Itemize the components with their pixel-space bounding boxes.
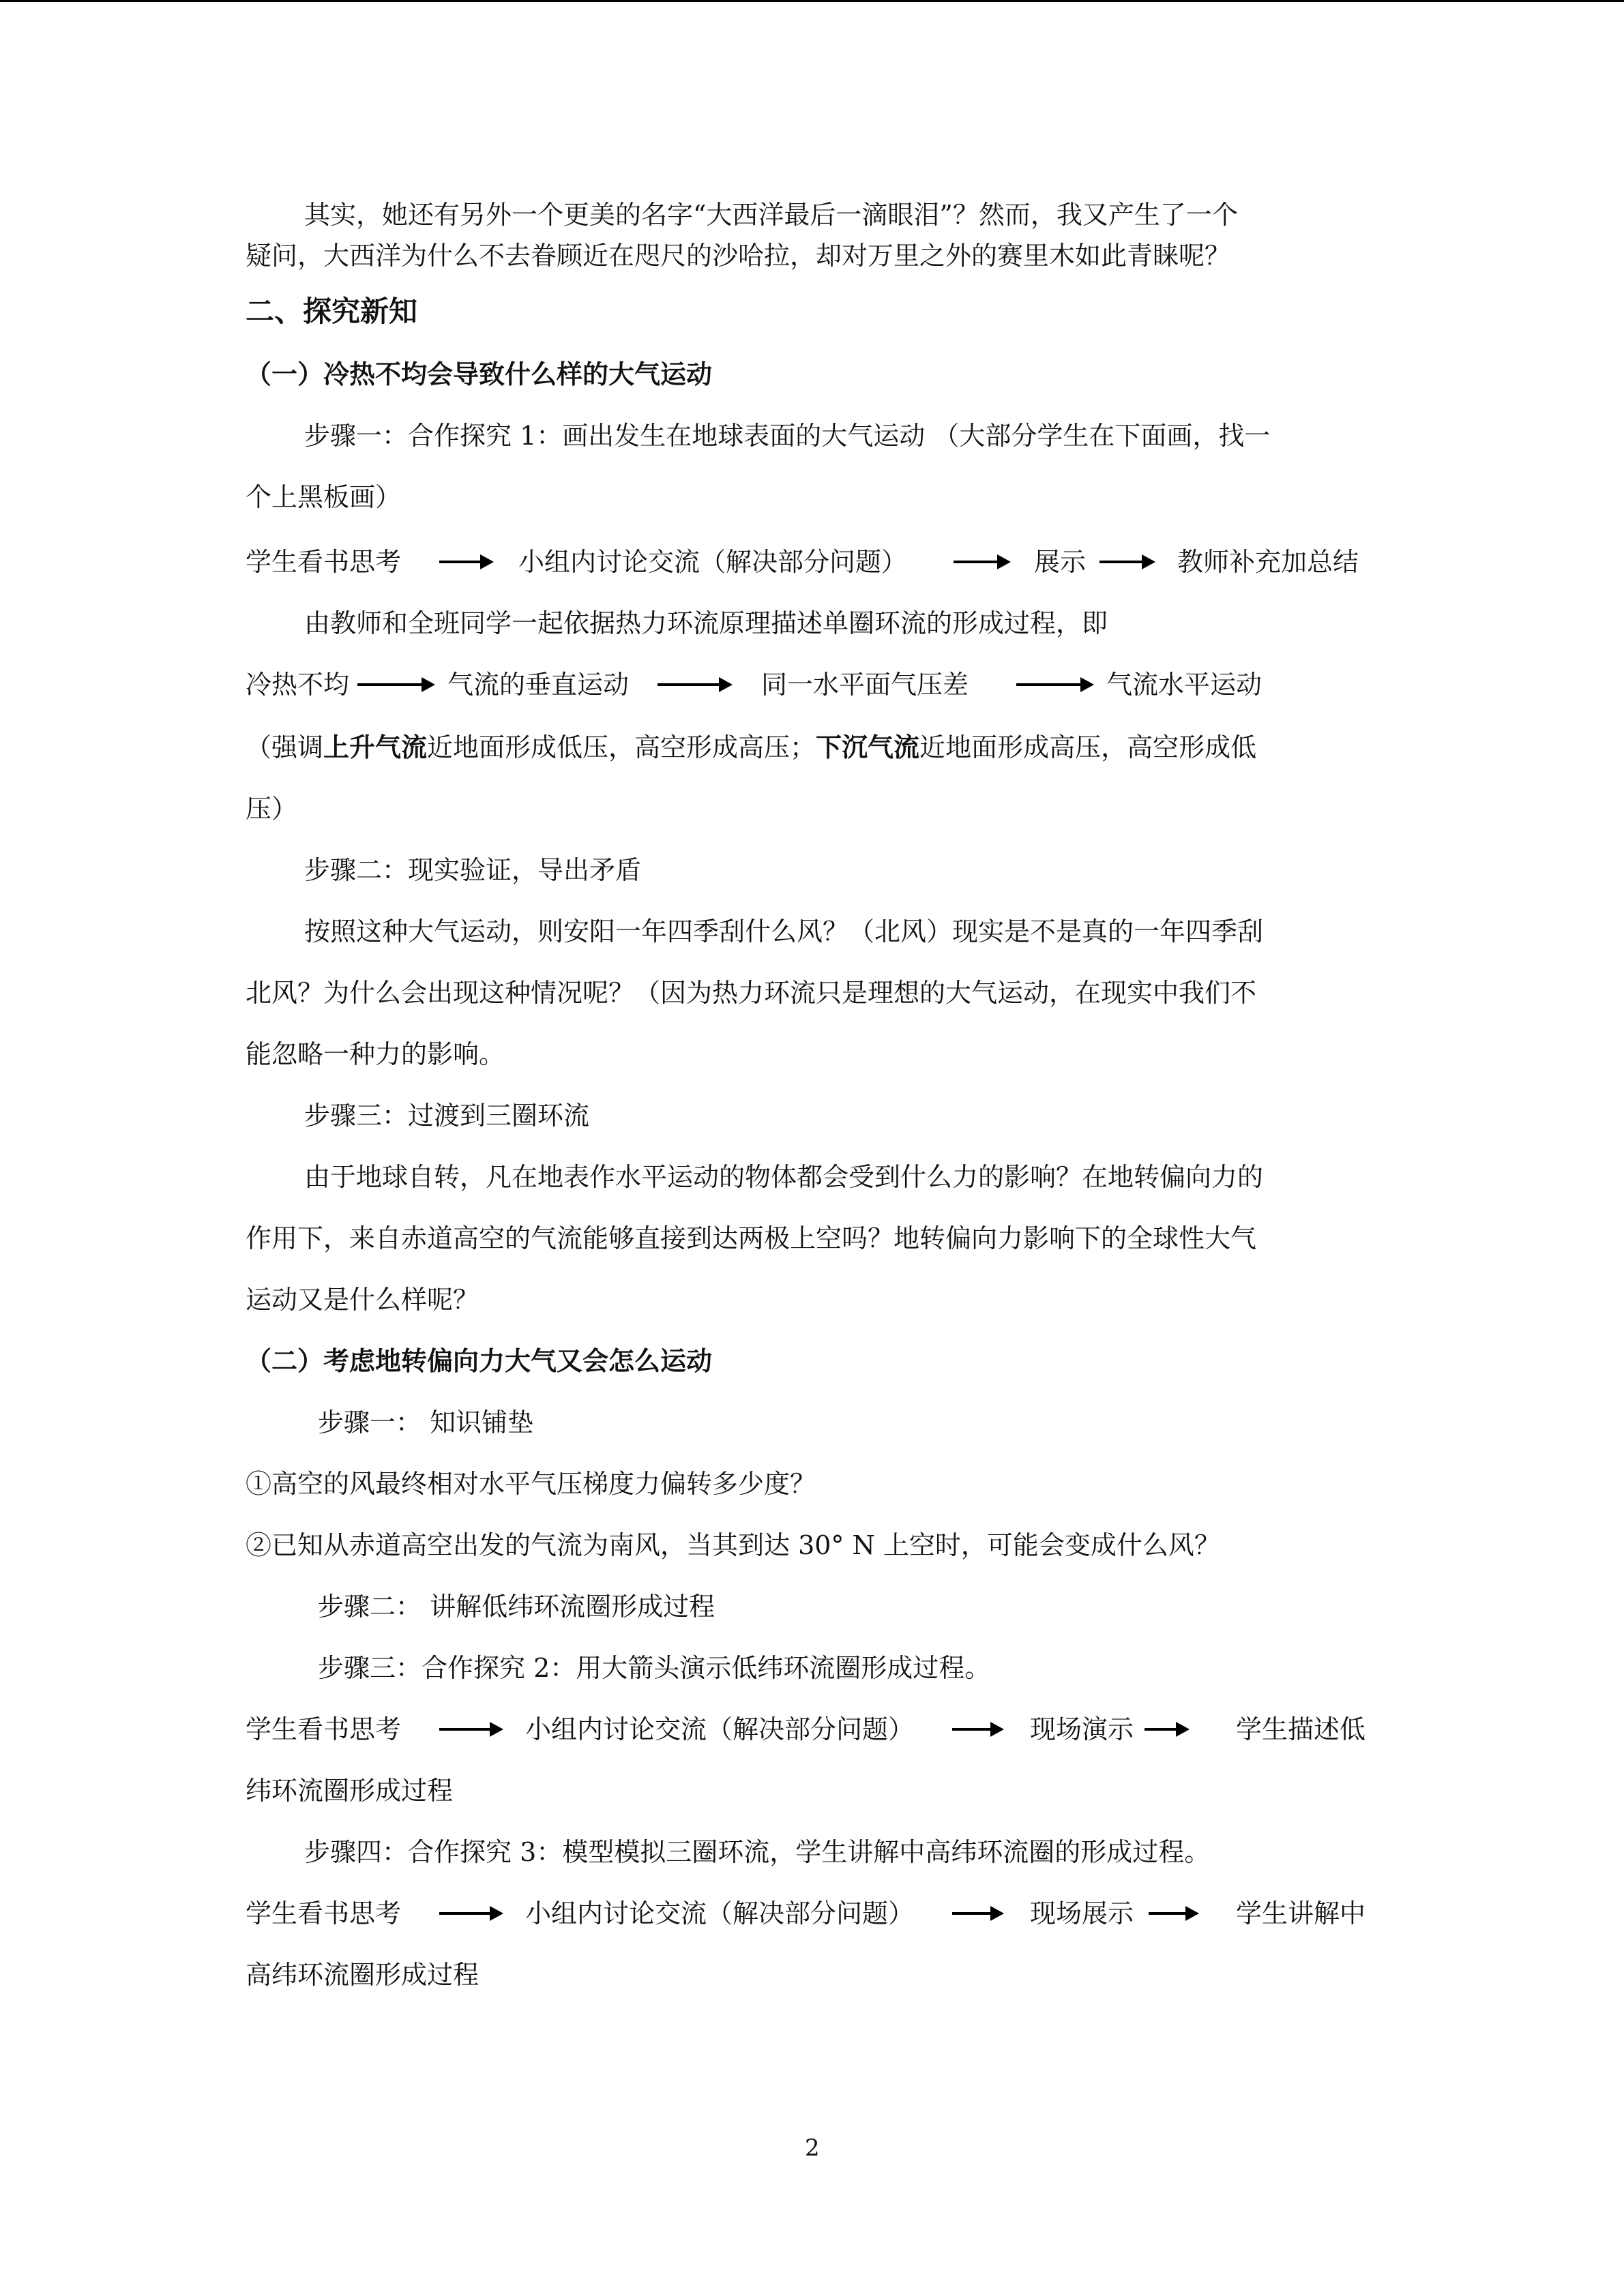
- part2-question-2: ②已知从赤道高空出发的气流为南风，当其到达 30° N 上空时，可能会变成什么风？: [246, 1530, 1220, 1560]
- flow-chain-4: [246, 1897, 1378, 1930]
- flow-step: 现场演示: [1030, 1714, 1134, 1744]
- emphasis-text: 近地面形成低压，高空形成高压；: [427, 732, 816, 762]
- flow-step: 学生讲解中: [1236, 1898, 1366, 1928]
- part2-question-1: ①高空的风最终相对水平气压梯度力偏转多少度？: [246, 1469, 816, 1499]
- part1-title: （一）冷热不均会导致什么样的大气运动: [246, 359, 713, 389]
- flow-chain-4-continued: 高纬环流圈形成过程: [246, 1960, 479, 1990]
- top-border-line: [0, 0, 1624, 2]
- question-line-2: 北风？为什么会出现这种情况呢？（因为热力环流只是理想的大气运动，在现实中我们不: [246, 978, 1257, 1008]
- arrow-icon: [658, 683, 730, 686]
- arrow-icon: [1016, 683, 1091, 686]
- intro-line-2: 疑问，大西洋为什么不去眷顾近在咫尺的沙哈拉，却对万里之外的赛里木如此青睐呢？: [246, 241, 1231, 271]
- arrow-icon: [1149, 1912, 1196, 1915]
- emphasis-line-2: 压）: [246, 794, 298, 824]
- flow-step: 小组内讨论交流（解决部分问题）: [518, 547, 908, 577]
- part1-step2: 步骤二：现实验证，导出矛盾: [304, 855, 642, 885]
- section-title: 二、探究新知: [246, 295, 418, 328]
- arrow-icon: [439, 561, 491, 563]
- flow-step: 学生看书思考: [246, 547, 402, 577]
- emphasis-line-1: [246, 731, 1256, 764]
- flow-step: 教师补充加总结: [1177, 547, 1359, 577]
- flow-step: 冷热不均: [246, 670, 350, 700]
- part2-step3: 步骤三：合作探究 2：用大箭头演示低纬环流圈形成过程。: [318, 1653, 991, 1683]
- flow-chain-1: [246, 546, 1378, 578]
- part2-step1: 步骤一： 知识铺垫: [318, 1407, 534, 1437]
- arrow-icon: [952, 1912, 1001, 1915]
- transition-line-2: 作用下，来自赤道高空的气流能够直接到达两极上空吗？地转偏向力影响下的全球性大气: [246, 1223, 1257, 1253]
- emphasis-text: 近地面形成高压，高空形成低: [919, 732, 1257, 762]
- flow-step: 小组内讨论交流（解决部分问题）: [525, 1714, 915, 1744]
- page-number: 2: [805, 2134, 820, 2162]
- part1-step1-line-1: 步骤一：合作探究 1：画出发生在地球表面的大气运动 （大部分学生在下面画，找一: [304, 421, 1271, 451]
- question-line-3: 能忽略一种力的影响。: [246, 1039, 505, 1069]
- arrow-icon: [954, 561, 1008, 563]
- arrow-icon: [439, 1728, 501, 1731]
- part1-step3: 步骤三：过渡到三圈环流: [304, 1101, 590, 1131]
- part2-title: （二）考虑地转偏向力大气又会怎么运动: [246, 1346, 713, 1376]
- arrow-icon: [1099, 561, 1153, 563]
- arrow-icon: [357, 683, 432, 686]
- flow-step: 学生描述低: [1236, 1714, 1366, 1744]
- flow-step: 气流水平运动: [1106, 670, 1263, 700]
- flow-step: 同一水平面气压差: [761, 670, 969, 700]
- flow-step: 学生看书思考: [246, 1714, 402, 1744]
- transition-line-3: 运动又是什么样呢？: [246, 1285, 479, 1315]
- flow-step: 展示: [1034, 547, 1087, 577]
- part2-step4: 步骤四：合作探究 3：模型模拟三圈环流，学生讲解中高纬环流圈的形成过程。: [304, 1837, 1211, 1867]
- flow-step: 气流的垂直运动: [447, 670, 630, 700]
- flow-chain-3-continued: 纬环流圈形成过程: [246, 1776, 454, 1806]
- flow-step: 小组内讨论交流（解决部分问题）: [525, 1898, 915, 1928]
- flow-step: 学生看书思考: [246, 1898, 402, 1928]
- arrow-icon: [952, 1728, 1001, 1731]
- emphasis-text: （强调: [246, 732, 324, 762]
- arrow-icon: [1145, 1728, 1187, 1731]
- part1-step1-line-2: 个上黑板画）: [246, 482, 402, 512]
- part2-step2: 步骤二： 讲解低纬环流圈形成过程: [318, 1592, 715, 1622]
- flow-step: 现场展示: [1030, 1898, 1134, 1928]
- intro-line-1: 其实，她还有另外一个更美的名字“大西洋最后一滴眼泪”？然而，我又产生了一个: [304, 200, 1238, 230]
- emphasis-bold-term: 下沉气流: [816, 732, 920, 762]
- transition-line-1: 由于地球自转，凡在地表作水平运动的物体都会受到什么力的影响？在地转偏向力的: [304, 1162, 1264, 1192]
- arrow-icon: [439, 1912, 501, 1915]
- part1-description: 由教师和全班同学一起依据热力环流原理描述单圈环流的形成过程，即: [304, 608, 1108, 638]
- flow-chain-3: [246, 1713, 1378, 1746]
- flow-chain-2: [246, 668, 1378, 701]
- question-line-1: 按照这种大气运动，则安阳一年四季刮什么风？（北风）现实是不是真的一年四季刮: [304, 916, 1264, 946]
- emphasis-bold-term: 上升气流: [323, 732, 428, 762]
